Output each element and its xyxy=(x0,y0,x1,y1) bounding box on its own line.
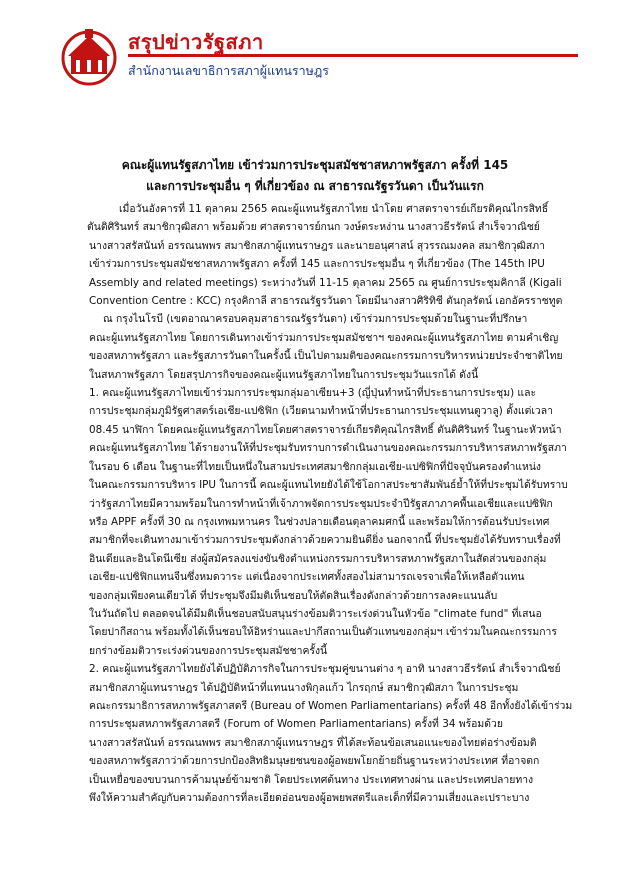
body-line: พึงให้ความสำคัญกับความต้องการที่ละเอียดอ่อนของผู้อพยพสตรีและเด็กที่มีความเสี่ยงและเปราะบาง xyxy=(89,792,530,804)
body-line: เป็นเหยื่อของขบวนการค้ามนุษย์ข้ามชาติ โดยประเทศต้นทาง ประเทศทางผ่าน และประเทศปลายทาง xyxy=(89,773,534,786)
header-rule xyxy=(128,54,578,57)
body-line: นางสาวสรัสนันท์ อรรณนพพร สมาชิกสภาผู้แทนราษฎร และนายอนุศาสน์ สุวรรณมงคล สมาชิกวุฒิสภา xyxy=(89,239,545,252)
body-line: เข้าร่วมการประชุมสมัชชาสหภาพรัฐสภา ครั้งที่ 145 และการประชุมอื่น ๆ ที่เกี่ยวข้อง (The 145th IPU xyxy=(89,258,545,271)
body-line: ของกลุ่มเพียงคนเดียวได้ ที่ประชุมจึงมีมติเห็นชอบให้ตัดสินเรื่องดังกล่าวด้วยการลงคะแนนลับ xyxy=(89,589,498,602)
body-line: คณะผู้แทนรัฐสภาไทย ได้รายงานให้ที่ประชุมรับทราบการดำเนินงานของคณะกรรมการบริหารสหภาพรัฐสภา xyxy=(89,442,567,455)
body-line: โดยปากีสถาน พร้อมทั้งได้เห็นชอบให้อิหร่านและปากีสถานเป็นตัวแทนของกลุ่มฯ เข้าร่วมในคณะกรรมการ xyxy=(89,626,557,639)
body-line: สมาชิกสภาผู้แทนราษฎร ได้ปฏิบัติหน้าที่แทนนางพิกุลแก้ว ไกรฤกษ์ สมาชิกวุฒิสภา ในการประชุม xyxy=(89,681,519,694)
parliament-seal-icon xyxy=(58,26,120,86)
body-line: ในรอบ 6 เดือน ในฐานะที่ไทยเป็นหนึ่งในสามประเทศสมาชิกกลุ่มเอเชีย-แปซิฟิกที่ปัจจุบันครองตำแหน่ง xyxy=(89,460,542,473)
body-line: ตันติศิรินทร์ สมาชิกวุฒิสภา พร้อมด้วย ศาสตราจารย์กนก วงษ์ตระหง่าน นางสาวธีรรัตน์ สำเร็จวาณิชย์ xyxy=(87,221,540,234)
body-line: 1. คณะผู้แทนรัฐสภาไทยเข้าร่วมการประชุมกลุ่มอาเซียน+3 (ญี่ปุ่นทำหน้าที่ประธานการประชุม) และ xyxy=(89,387,537,400)
body-line: คณะผู้แทนรัฐสภาไทย โดยการเดินทางเข้าร่วมการประชุมสมัชชาฯ ของคณะผู้แทนรัฐสภาไทย ตามคำเชิญ xyxy=(89,331,559,344)
body-line: ยกร่างข้อมติวาระเร่งด่วนของการประชุมสมัชชาครั้งนี้ xyxy=(89,644,328,657)
title-line: คณะผู้แทนรัฐสภาไทย เข้าร่วมการประชุมสมัชชาสหภาพรัฐสภา ครั้งที่ 145 xyxy=(121,158,509,172)
body-line: สมาชิกที่จะเดินทางมาเข้าร่วมการประชุมดังกล่าวด้วยความยินดียิ่ง นอกจากนี้ ที่ประชุมยังได้รับทราบเรื่องที่ xyxy=(89,534,561,547)
body-line: 08.45 นาฬิกา โดยคณะผู้แทนรัฐสภาไทยโดยศาสตราจารย์เกียรติคุณไกรสิทธิ์ ตันติศิรินทร์ ในฐานะหัวหน้า xyxy=(89,423,562,436)
body-line: การประชุมสหภาพรัฐสภาสตรี (Forum of Women Parliamentarians) ครั้งที่ 34 พร้อมด้วย xyxy=(89,718,503,731)
body-line: การประชุมกลุ่มภูมิรัฐศาสตร์เอเชีย-แปซิฟิก (เวียดนามทำหน้าที่ประธานการประชุมแทนตูวาลู) ตั้งแต่เวลา xyxy=(89,405,553,418)
body-line: คณะกรรมาธิการสหภาพรัฐสภาสตรี (Bureau of Women Parliamentarians) ครั้งที่ 48 อีกทั้งยังได้เข้าร่วม xyxy=(89,699,573,712)
office-name: สำนักงานเลขาธิการสภาผู้แทนราษฎร xyxy=(128,63,329,78)
body-line: ของสหภาพรัฐสภา และรัฐสภารวันดาในครั้งนี้ เป็นไปตามมติของคณะกรรมการบริหารหน่วยประจำชาติไทย xyxy=(89,350,563,363)
body-line: ณ กรุงไนโรบี (เขตอาณาครอบคลุมสาธารณรัฐรวันดา) เข้าร่วมการประชุมด้วยในฐานะที่ปรึกษา xyxy=(103,313,528,326)
article-body xyxy=(89,200,589,807)
body-line: ว่ารัฐสภาไทยมีความพร้อมในการทำหน้าที่เจ้าภาพจัดการประชุมประจำปีรัฐสภาภาคพื้นเอเชียและแปซิฟิก xyxy=(89,497,553,510)
body-line: เมื่อวันอังคารที่ 11 ตุลาคม 2565 คณะผู้แทนรัฐสภาไทย นำโดย ศาสตราจารย์เกียรติคุณไกรสิทธิ์ xyxy=(119,203,549,215)
page-header xyxy=(58,26,578,86)
body-line: Assembly and related meetings) ระหว่างวันที่ 11-15 ตุลาคม 2565 ณ ศูนย์การประชุมคิกาลี (Kigali xyxy=(89,276,562,289)
newsletter-title: สรุปข่าวรัฐสภา xyxy=(128,30,264,54)
body-line: Convention Centre : KCC) กรุงคิกาลี สาธารณรัฐรวันดา โดยมีนางสาวศิริทิชี ตันกุลรัตน์ เอกอัครราชทูต xyxy=(89,295,563,308)
body-line: ของสหภาพรัฐสภาว่าด้วยการปกป้องสิทธิมนุษยชนของผู้อพยพโยกย้ายถิ่นฐานระหว่างประเทศ ที่อาจตก xyxy=(89,755,540,768)
body-line: นางสาวสรัสนันท์ อรรณนพพร สมาชิกสภาผู้แทนราษฎร ที่ได้สะท้อนข้อเสนอแนะของไทยต่อร่างข้อมติ xyxy=(89,736,537,749)
body-line: ในสหภาพรัฐสภา โดยสรุปภารกิจของคณะผู้แทนรัฐสภาไทยในการประชุมวันแรกได้ ดังนี้ xyxy=(89,368,479,381)
body-line: เอเชีย-แปซิฟิกแทนจีนซึ่งหมดวาระ แต่เนื่องจากประเทศทั้งสองไม่สามารถเจรจาเพื่อให้เหลือตัวแทน xyxy=(89,571,525,584)
body-line: ในวันถัดไป ตลอดจนได้มีมติเห็นชอบสนับสนุนร่างข้อมติวาระเร่งด่วนในหัวข้อ "climate fund" ที่เสนอ xyxy=(89,607,542,620)
title-line: และการประชุมอื่น ๆ ที่เกี่ยวข้อง ณ สาธารณรัฐรวันดา เป็นวันแรก xyxy=(146,179,484,193)
body-line: 2. คณะผู้แทนรัฐสภาไทยยังได้ปฏิบัติภารกิจในการประชุมคู่ขนานต่าง ๆ อาทิ นางสาวธีรรัตน์ สำเร็จวาณิชย์ xyxy=(89,663,561,676)
body-line: ในคณะกรรมการบริหาร IPU ในการนี้ คณะผู้แทนไทยยังได้ใช้โอกาสประชาสัมพันธ์ย้ำให้ที่ประชุมได้รับทราบ xyxy=(89,479,568,492)
body-line: หรือ APPF ครั้งที่ 30 ณ กรุงเทพมหานคร ในช่วงปลายเดือนตุลาคมศกนี้ และพร้อมให้การต้อนรับประเทศ xyxy=(89,515,550,528)
article-title xyxy=(40,155,590,197)
body-line: อินเดียและอินโดนีเซีย ส่งผู้สมัครลงแข่งขันชิงตำแหน่งกรรมการบริหารสหภาพรัฐสภาในสัดส่วนของกลุ่ม xyxy=(89,552,547,565)
